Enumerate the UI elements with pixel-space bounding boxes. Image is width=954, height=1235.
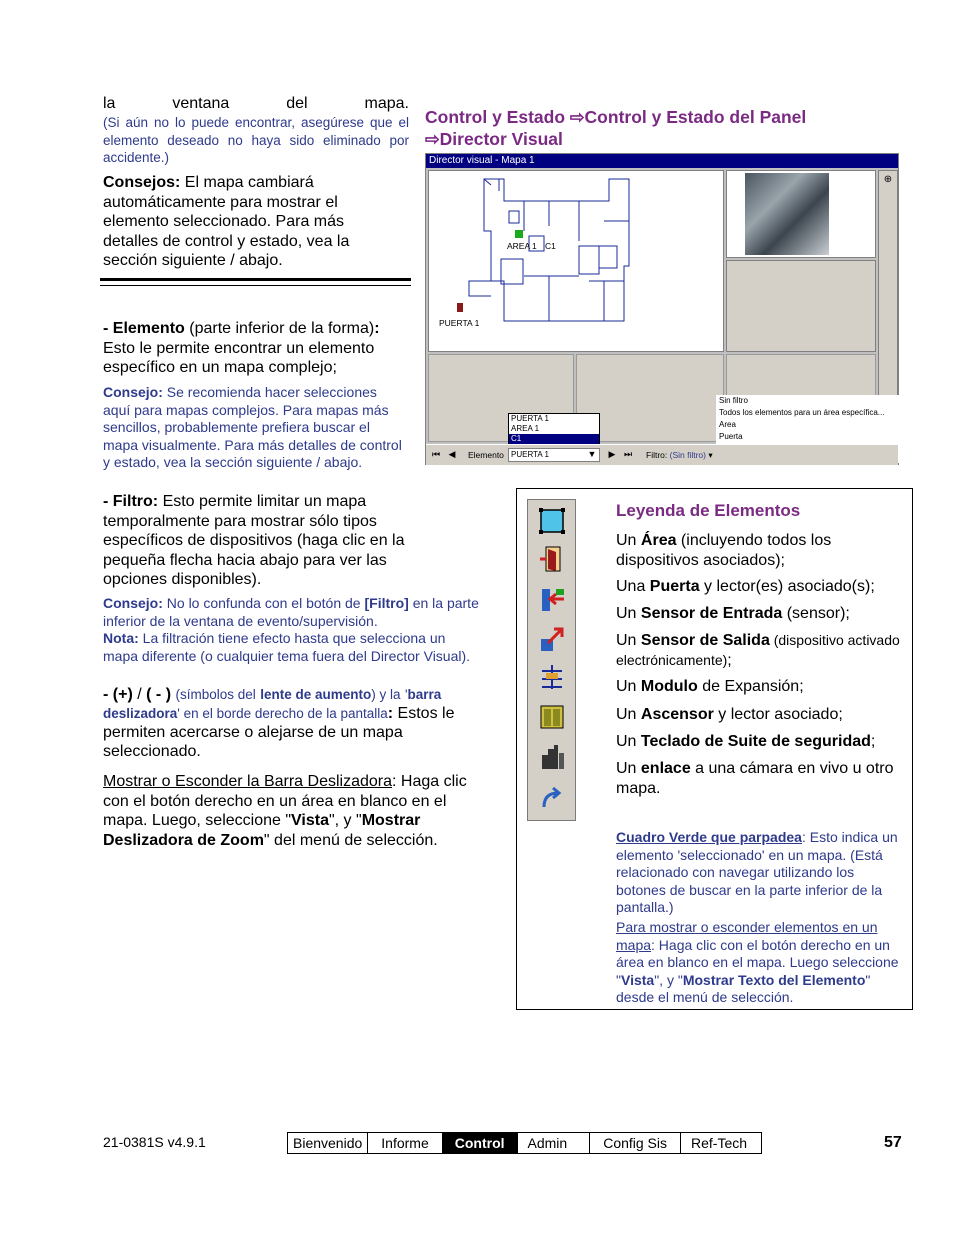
mostrar-label: Mostrar o Esconder la Barra Deslizadora	[103, 773, 393, 790]
list-item[interactable]: C1	[509, 434, 599, 444]
show-text-c: " desde el menú de selección.	[616, 971, 871, 1005]
consejo1-text: Se recomienda hacer selecciones aquí para mapas complejos. Para mapas más sencillos, probablemente prefiera buscar el mapa visualmente. Para más detalles de control y estado, vea la sección siguiente / abajo.	[103, 384, 402, 470]
consejo2-filtro: [Filtro]	[364, 595, 409, 611]
show-vista: Vista	[620, 971, 655, 988]
legend-item-module: Un Modulo de Expansión;	[616, 678, 804, 695]
filtro-block: - Filtro: Esto permite limitar un mapa temporalmente para mostrar sólo tipos específicos de dispositivos (haga clic en la pequeña flecha hacia abajo para ver las opciones disponibles).	[103, 493, 405, 588]
elemento-text: Esto le permite encontrar un elemento específico en un mapa complejo;	[103, 339, 375, 376]
zoom-note-f: ' en el borde derecho de la pantalla	[177, 706, 388, 721]
consejo2-label: Consejo:	[103, 595, 163, 611]
show-elements-label: Para mostrar o esconder elementos en un mapa	[616, 919, 878, 953]
dropdown-icon[interactable]: ▼	[587, 449, 597, 459]
show-text-b: ", y "	[654, 971, 683, 988]
visual-director-screenshot	[425, 153, 899, 465]
element-combo-value: PUERTA 1	[511, 450, 549, 459]
filter-option[interactable]: Puerta	[719, 432, 743, 441]
intro-line	[103, 94, 409, 114]
mostrar-text-c: " del menú de selección.	[263, 831, 438, 849]
elemento-paren: (parte inferior de la forma)	[189, 320, 375, 337]
consejo2-text-a: No lo confunda con el botón de	[166, 595, 361, 611]
nota-text: La filtración tiene efecto hasta que selecciona un mapa diferente (o cualquier tema fuera del Director Visual).	[103, 630, 471, 664]
filter-option[interactable]: Area	[719, 420, 736, 429]
page-number: 57	[884, 1134, 902, 1151]
section-heading	[425, 106, 895, 150]
consejo2-text-c: en la parte inferior de la ventana de evento/supervisión.	[103, 595, 479, 629]
legend-items	[616, 531, 906, 798]
heading-part2: Control y Estado del Panel	[584, 107, 807, 127]
tips-block	[103, 173, 403, 271]
mostrar-text-a: : Haga clic con el botón derecho en un área en blanco en el mapa. Luego, seleccione "	[103, 773, 467, 829]
mostrar-vista: Vista	[291, 812, 329, 829]
filter-label: Filtro	[646, 450, 665, 460]
green-box-note	[616, 829, 904, 917]
floor-map[interactable]	[428, 170, 724, 352]
intro-text: la ventana del mapa.	[103, 95, 409, 112]
legend-item-entry-sensor: Un Sensor de Entrada (sensor);	[616, 605, 850, 622]
filter-option[interactable]: Sin filtro	[719, 396, 748, 405]
tab-control[interactable]: Control	[443, 1133, 518, 1153]
legend-item-area: Un Área (incluyendo todos los dispositivos asociados);	[616, 532, 832, 569]
zoom-note-d: '	[404, 687, 408, 702]
tab-admin[interactable]: Admin	[518, 1133, 591, 1153]
elemento-label: Elemento	[112, 320, 185, 337]
consejo1-label: Consejo:	[103, 384, 163, 400]
nota-label: Nota:	[103, 630, 139, 646]
map-label-c1: C1	[545, 241, 556, 251]
show-element-text: Mostrar Texto del Elemento	[682, 971, 866, 988]
arrow-right-icon: ⇨	[425, 129, 440, 149]
tab-informe[interactable]: Informe	[368, 1133, 442, 1153]
first-icon[interactable]: ⏮	[431, 449, 441, 459]
legend-item-door: Una Puerta y lector(es) asociado(s);	[616, 578, 875, 595]
map-label-door: PUERTA 1	[439, 318, 480, 328]
zoom-block: - (+) / ( - ) (símbolos del lente de aumento) y la 'barra deslizadora' en el borde derecho de la pantalla: Estos le permiten acercarse o alejarse de un mapa seleccionado.	[103, 686, 455, 760]
filter-option[interactable]: Todos los elementos para un área específica...	[719, 408, 885, 417]
element-label: Elemento	[468, 450, 504, 460]
zoom-sep: /	[137, 686, 142, 703]
zoom-note-a: (símbolos del	[175, 687, 256, 702]
area-icon	[536, 506, 568, 536]
list-item[interactable]: PUERTA 1	[511, 414, 549, 423]
divider-thin	[100, 285, 411, 286]
zoom-minus: ( - )	[146, 686, 172, 703]
green-box-label: Cuadro Verde que parpadea	[616, 829, 802, 845]
element-listbox[interactable]	[508, 413, 600, 445]
legend-item-keypad: Un Teclado de Suite de seguridad;	[616, 733, 876, 750]
zoom-text: Estos le permiten acercarse o alejarse de un mapa seleccionado.	[103, 705, 455, 760]
tips-text: El mapa cambiará automáticamente para mostrar el elemento seleccionado. Para más detalles de control y estado, vea la sección siguiente / abajo.	[103, 174, 350, 269]
show-elements-note	[616, 919, 904, 1007]
legend-icon-bar	[527, 499, 576, 821]
filter-field[interactable]: Filtro: (Sin filtro) ▾	[646, 450, 713, 460]
zoom-slider[interactable]	[878, 170, 898, 410]
filtro-text: Esto permite limitar un mapa temporalmente para mostrar sólo tipos específicos de dispositivos (haga clic en la pequeña flecha hacia abajo para ver las opciones disponibles).	[103, 493, 405, 588]
link-icon	[536, 782, 568, 812]
camera-pane-lower	[726, 260, 876, 352]
magnifier-icon[interactable]: ⊕	[883, 174, 893, 185]
prev-icon[interactable]: ◀	[448, 449, 456, 459]
map-label-area: AREA 1	[507, 241, 537, 251]
camera-image	[745, 173, 829, 255]
heading-part3: Director Visual	[439, 129, 563, 149]
consejo2-block	[103, 595, 483, 665]
filter-value: (Sin filtro)	[669, 450, 706, 460]
tab-bienvenido[interactable]: Bienvenido	[288, 1133, 368, 1153]
mostrar-block	[103, 772, 473, 850]
zoom-note-lens: lente de aumento	[260, 687, 372, 702]
elemento-block: - Elemento (parte inferior de la forma): Esto le permite encontrar un elemento específico en un mapa complejo;	[103, 320, 380, 376]
navigation-bar	[426, 444, 898, 465]
last-icon[interactable]: ⏭	[623, 449, 633, 459]
selected-area-marker	[515, 230, 523, 238]
exit-sensor-icon	[536, 624, 568, 654]
consejo1-block	[103, 384, 403, 472]
filtro-label: Filtro:	[112, 493, 159, 510]
doc-id: 21-0381S v4.9.1	[103, 1134, 206, 1150]
list-item[interactable]: AREA 1	[511, 424, 540, 433]
zoom-plus: (+)	[112, 686, 133, 703]
divider-thick	[100, 278, 411, 281]
window-title: Director visual - Mapa 1	[426, 154, 898, 168]
entry-sensor-icon	[536, 584, 568, 614]
intro-note: (Si aún no lo puede encontrar, asegúrese que el elemento deseado no haya sido eliminado por accidente.)	[103, 115, 409, 165]
zoom-note-c: ) y la	[371, 687, 401, 702]
tips-label: Consejos:	[103, 174, 181, 191]
green-box-text: : Esto indica un elemento 'seleccionado' en un mapa. (Está relacionado con navegar utilizando los botones de buscar en la parte inferior de la pantalla.)	[616, 829, 898, 915]
footer-nav	[287, 1132, 762, 1154]
heading-part1: Control y Estado	[425, 107, 570, 127]
show-text-a: : Haga clic con el botón derecho en un área en blanco en el mapa. Luego seleccione "	[616, 936, 899, 988]
mostrar-text-b: ", y "	[328, 812, 362, 829]
mostrar-zoom: Mostrar Deslizadora de Zoom	[103, 812, 421, 849]
legend-item-elevator: Un Ascensor y lector asociado;	[616, 706, 843, 723]
legend-box	[516, 488, 913, 1010]
camera-pane	[726, 170, 876, 258]
expansion-module-icon	[536, 662, 568, 692]
legend-title: Leyenda de Elementos	[616, 501, 801, 520]
keypad-icon	[536, 742, 568, 772]
tab-config-sis[interactable]: Config Sis	[590, 1133, 681, 1153]
arrow-right-icon: ⇨	[569, 107, 585, 127]
door-icon	[536, 544, 568, 574]
elevator-icon	[536, 702, 568, 732]
tab-ref-tech[interactable]: Ref-Tech	[691, 1135, 748, 1151]
zoom-note-bar: barra deslizadora	[103, 687, 442, 721]
legend-item-exit-sensor: Un Sensor de Salida (dispositivo activado electrónicamente);	[616, 632, 900, 669]
next-icon[interactable]: ▶	[608, 449, 616, 459]
legend-item-link: Un enlace a una cámara en vivo u otro mapa.	[616, 760, 894, 797]
